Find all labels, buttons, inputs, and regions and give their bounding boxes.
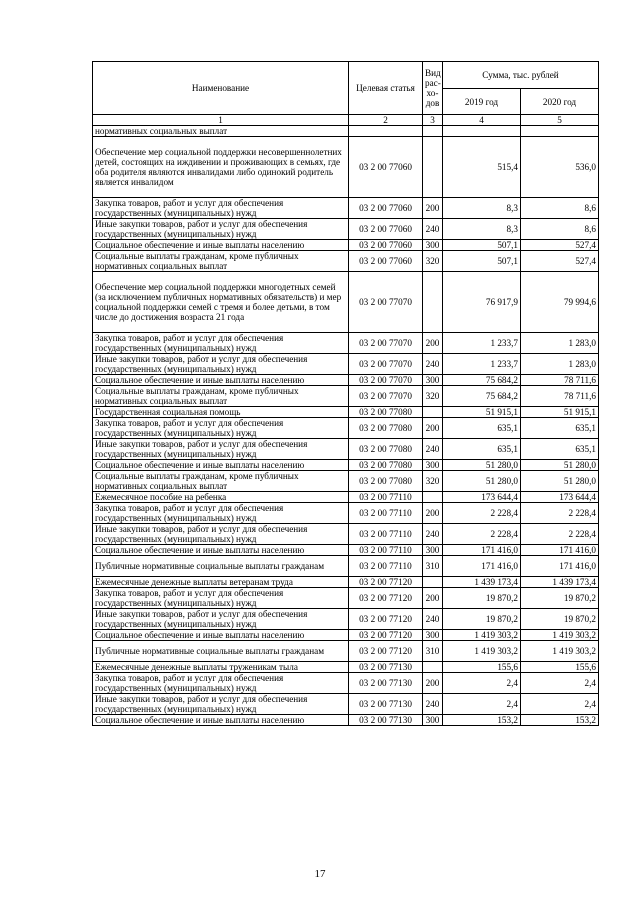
table-row [93,386,599,407]
row-expense-type [423,137,443,198]
header-name: Наименование [93,62,349,115]
row-amount-2019: 51 915,1 [443,407,521,418]
column-index-2: 2 [349,115,423,126]
row-target-code: 03 2 00 77120 [349,630,423,641]
row-expense-type [423,126,443,137]
row-amount-2020: 51 915,1 [521,407,599,418]
table-row [93,715,599,726]
row-expense-type: 240 [423,354,443,375]
table-row [93,694,599,715]
row-amount-2020: 635,1 [521,439,599,460]
row-expense-type: 320 [423,386,443,407]
row-name: Закупка товаров, работ и услуг для обеспечения государственных (муниципальных) нужд [93,503,349,524]
row-name: Обеспечение мер социальной поддержки несовершеннолетних детей, состоящих на иждивении и проживающих в семьях, где оба родителя являются инвалидами либо одинокий родитель является инвалидом [93,137,349,198]
row-amount-2019: 75 684,2 [443,375,521,386]
row-amount-2020: 635,1 [521,418,599,439]
row-amount-2019: 2,4 [443,694,521,715]
table-row [93,407,599,418]
row-target-code: 03 2 00 77060 [349,198,423,219]
row-target-code: 03 2 00 77110 [349,524,423,545]
row-name: Закупка товаров, работ и услуг для обеспечения государственных (муниципальных) нужд [93,673,349,694]
row-target-code: 03 2 00 77060 [349,219,423,240]
row-amount-2019: 635,1 [443,418,521,439]
row-amount-2019: 19 870,2 [443,588,521,609]
row-name: Социальное обеспечение и иные выплаты населению [93,545,349,556]
row-amount-2019: 51 280,0 [443,471,521,492]
row-target-code: 03 2 00 77110 [349,556,423,577]
row-name: Иные закупки товаров, работ и услуг для обеспечения государственных (муниципальных) нужд [93,439,349,460]
row-amount-2020: 171 416,0 [521,545,599,556]
header-expense-type-line3: хо- [426,88,439,98]
row-name: Социальные выплаты гражданам, кроме публичных нормативных социальных выплат [93,386,349,407]
row-target-code [349,126,423,137]
row-expense-type: 240 [423,439,443,460]
row-amount-2020: 79 994,6 [521,272,599,333]
row-expense-type: 240 [423,694,443,715]
row-target-code: 03 2 00 77080 [349,471,423,492]
table-row [93,460,599,471]
row-expense-type: 240 [423,524,443,545]
row-target-code: 03 2 00 77080 [349,418,423,439]
table-row [93,198,599,219]
row-amount-2019: 76 917,9 [443,272,521,333]
row-amount-2020: 78 711,6 [521,375,599,386]
row-target-code: 03 2 00 77120 [349,641,423,662]
row-amount-2020: 173 644,4 [521,492,599,503]
row-amount-2019: 171 416,0 [443,545,521,556]
row-name: Государственная социальная помощь [93,407,349,418]
row-amount-2019: 19 870,2 [443,609,521,630]
row-expense-type: 200 [423,588,443,609]
row-expense-type: 300 [423,545,443,556]
header-year-2019: 2019 год [443,89,521,115]
row-amount-2019: 1 233,7 [443,333,521,354]
row-name: Ежемесячное пособие на ребенка [93,492,349,503]
row-amount-2020: 51 280,0 [521,460,599,471]
row-target-code: 03 2 00 77060 [349,240,423,251]
table-row [93,471,599,492]
row-target-code: 03 2 00 77130 [349,694,423,715]
row-amount-2020: 536,0 [521,137,599,198]
table-row [93,630,599,641]
row-amount-2020: 171 416,0 [521,556,599,577]
row-name: Социальное обеспечение и иные выплаты населению [93,460,349,471]
row-expense-type: 200 [423,673,443,694]
row-amount-2020: 19 870,2 [521,609,599,630]
column-index-5: 5 [521,115,599,126]
column-index-3: 3 [423,115,443,126]
header-expense-type-line1: Вид [425,68,441,78]
table-row [93,492,599,503]
row-amount-2020: 51 280,0 [521,471,599,492]
header-expense-type-line2: рас- [425,78,441,88]
row-amount-2020: 1 283,0 [521,333,599,354]
row-expense-type: 200 [423,503,443,524]
row-name: Социальные выплаты гражданам, кроме публичных нормативных социальных выплат [93,251,349,272]
row-target-code: 03 2 00 77130 [349,715,423,726]
row-amount-2019: 153,2 [443,715,521,726]
header-expense-type [423,62,443,115]
row-name: Публичные нормативные социальные выплаты гражданам [93,641,349,662]
row-expense-type [423,407,443,418]
table-row [93,333,599,354]
row-name: нормативных социальных выплат [93,126,349,137]
row-amount-2019: 75 684,2 [443,386,521,407]
row-target-code: 03 2 00 77110 [349,545,423,556]
row-amount-2020: 78 711,6 [521,386,599,407]
table-row [93,375,599,386]
row-expense-type: 300 [423,460,443,471]
table-row [93,641,599,662]
table-body [93,126,599,726]
row-name: Социальные выплаты гражданам, кроме публичных нормативных социальных выплат [93,471,349,492]
row-amount-2019: 8,3 [443,219,521,240]
table-row [93,588,599,609]
row-amount-2020: 2,4 [521,673,599,694]
row-target-code: 03 2 00 77060 [349,137,423,198]
row-amount-2020: 19 870,2 [521,588,599,609]
row-name: Ежемесячные денежные выплаты труженикам тыла [93,662,349,673]
row-expense-type: 240 [423,219,443,240]
table-row [93,577,599,588]
row-expense-type: 300 [423,240,443,251]
row-amount-2020: 2,4 [521,694,599,715]
row-target-code: 03 2 00 77120 [349,609,423,630]
row-expense-type [423,577,443,588]
row-expense-type [423,272,443,333]
row-name: Иные закупки товаров, работ и услуг для обеспечения государственных (муниципальных) нужд [93,609,349,630]
row-amount-2020: 1 439 173,4 [521,577,599,588]
row-target-code: 03 2 00 77110 [349,492,423,503]
row-amount-2020: 155,6 [521,662,599,673]
row-amount-2019: 1 419 303,2 [443,641,521,662]
row-target-code: 03 2 00 77120 [349,588,423,609]
budget-table [92,61,599,726]
row-amount-2019: 507,1 [443,240,521,251]
header-target: Целевая статья [349,62,423,115]
row-expense-type [423,492,443,503]
row-name: Иные закупки товаров, работ и услуг для обеспечения государственных (муниципальных) нужд [93,524,349,545]
row-amount-2020: 527,4 [521,240,599,251]
row-name: Закупка товаров, работ и услуг для обеспечения государственных (муниципальных) нужд [93,333,349,354]
header-expense-type-line4: дов [425,98,440,108]
row-target-code: 03 2 00 77080 [349,460,423,471]
table-row [93,272,599,333]
table-row [93,137,599,198]
table-row [93,609,599,630]
row-target-code: 03 2 00 77060 [349,251,423,272]
table-row [93,126,599,137]
row-amount-2020: 153,2 [521,715,599,726]
row-expense-type: 240 [423,609,443,630]
row-expense-type: 200 [423,333,443,354]
row-target-code: 03 2 00 77110 [349,503,423,524]
row-expense-type: 200 [423,418,443,439]
table-row [93,556,599,577]
table-row [93,354,599,375]
header-sum: Сумма, тыс. рублей [443,62,599,89]
row-name: Закупка товаров, работ и услуг для обеспечения государственных (муниципальных) нужд [93,418,349,439]
row-amount-2019: 1 439 173,4 [443,577,521,588]
row-target-code: 03 2 00 77080 [349,439,423,460]
column-index-4: 4 [443,115,521,126]
table-row [93,673,599,694]
row-target-code: 03 2 00 77070 [349,375,423,386]
row-name: Иные закупки товаров, работ и услуг для обеспечения государственных (муниципальных) нужд [93,354,349,375]
row-amount-2019: 173 644,4 [443,492,521,503]
row-amount-2020: 8,6 [521,219,599,240]
row-amount-2019: 2 228,4 [443,524,521,545]
row-amount-2020: 1 419 303,2 [521,630,599,641]
table-row [93,240,599,251]
table-row [93,524,599,545]
row-expense-type: 300 [423,375,443,386]
row-expense-type [423,662,443,673]
row-amount-2019: 1 233,7 [443,354,521,375]
column-index-1: 1 [93,115,349,126]
row-amount-2020: 1 419 303,2 [521,641,599,662]
row-target-code: 03 2 00 77130 [349,662,423,673]
row-target-code: 03 2 00 77070 [349,272,423,333]
row-name: Социальное обеспечение и иные выплаты населению [93,630,349,641]
row-target-code: 03 2 00 77080 [349,407,423,418]
row-amount-2019 [443,126,521,137]
row-amount-2019: 171 416,0 [443,556,521,577]
row-amount-2020 [521,126,599,137]
table-row [93,251,599,272]
row-amount-2019: 507,1 [443,251,521,272]
row-expense-type: 310 [423,556,443,577]
table-row [93,503,599,524]
row-name: Ежемесячные денежные выплаты ветеранам труда [93,577,349,588]
row-target-code: 03 2 00 77070 [349,386,423,407]
row-amount-2020: 2 228,4 [521,524,599,545]
row-target-code: 03 2 00 77070 [349,333,423,354]
table-row [93,418,599,439]
row-expense-type: 300 [423,630,443,641]
row-expense-type: 320 [423,471,443,492]
row-amount-2019: 8,3 [443,198,521,219]
row-amount-2019: 2 228,4 [443,503,521,524]
row-amount-2019: 1 419 303,2 [443,630,521,641]
row-amount-2020: 1 283,0 [521,354,599,375]
row-amount-2019: 155,6 [443,662,521,673]
table-row [93,439,599,460]
row-expense-type: 310 [423,641,443,662]
row-name: Социальное обеспечение и иные выплаты населению [93,375,349,386]
row-target-code: 03 2 00 77070 [349,354,423,375]
row-name: Социальное обеспечение и иные выплаты населению [93,240,349,251]
row-name: Социальное обеспечение и иные выплаты населению [93,715,349,726]
row-amount-2019: 635,1 [443,439,521,460]
row-target-code: 03 2 00 77130 [349,673,423,694]
header-year-2020: 2020 год [521,89,599,115]
row-amount-2019: 51 280,0 [443,460,521,471]
page-number: 17 [314,868,326,880]
row-amount-2020: 8,6 [521,198,599,219]
row-name: Иные закупки товаров, работ и услуг для обеспечения государственных (муниципальных) нужд [93,219,349,240]
table-row [93,219,599,240]
row-expense-type: 300 [423,715,443,726]
row-amount-2020: 527,4 [521,251,599,272]
row-expense-type: 320 [423,251,443,272]
row-name: Публичные нормативные социальные выплаты гражданам [93,556,349,577]
row-expense-type: 200 [423,198,443,219]
row-amount-2019: 515,4 [443,137,521,198]
table-row [93,662,599,673]
row-name: Иные закупки товаров, работ и услуг для обеспечения государственных (муниципальных) нужд [93,694,349,715]
row-amount-2019: 2,4 [443,673,521,694]
row-name: Закупка товаров, работ и услуг для обеспечения государственных (муниципальных) нужд [93,198,349,219]
row-amount-2020: 2 228,4 [521,503,599,524]
row-target-code: 03 2 00 77120 [349,577,423,588]
row-name: Обеспечение мер социальной поддержки многодетных семей (за исключением публичных нормативных обязательств) и мер социальной поддержки семей с тремя и более детьми, в том числе до достижения возраста 21 года [93,272,349,333]
row-name: Закупка товаров, работ и услуг для обеспечения государственных (муниципальных) нужд [93,588,349,609]
table-row [93,545,599,556]
